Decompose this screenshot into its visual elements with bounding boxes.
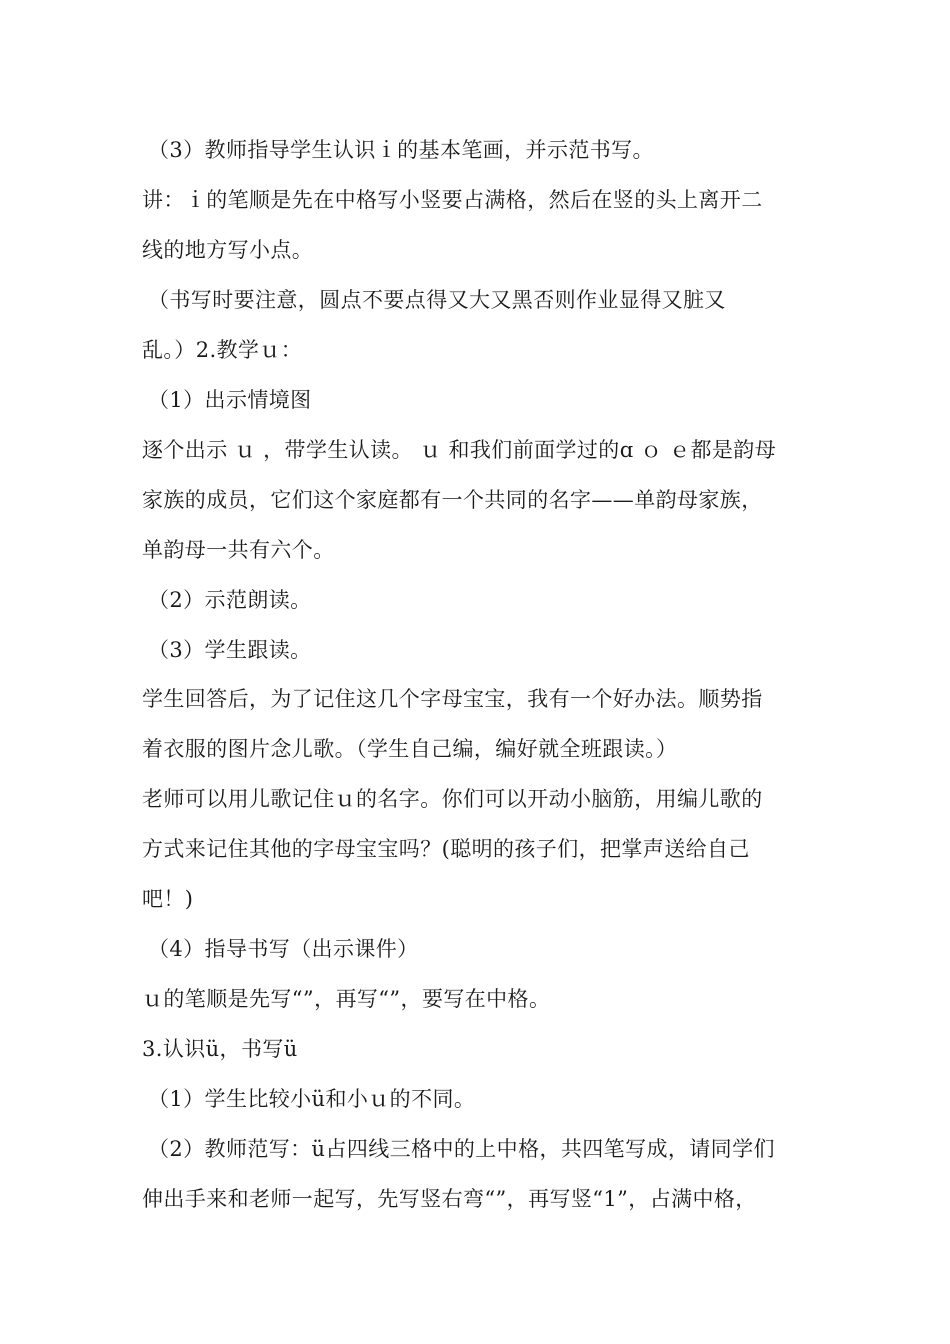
text-line: 伸出手来和老师一起写，先写竖右弯“”，再写竖“1”，占满中格， [142, 1187, 757, 1211]
text-line: （1）出示情境图 [148, 388, 312, 412]
text-line: （书写时要注意，圆点不要点得又大又黑否则作业显得又脏又 [148, 288, 726, 312]
text-line: 学生回答后，为了记住这几个字母宝宝，我有一个好办法。顺势指 [142, 687, 763, 711]
text-line: ｕ的笔顺是先写“”，再写“”，要写在中格。 [142, 987, 551, 1011]
text-line: （2）教师范写：ü占四线三格中的上中格，共四笔写成，请同学们 [148, 1137, 775, 1161]
section-heading: 3.认识ü，书写ü [142, 1037, 298, 1061]
text-line: （4）指导书写（出示课件） [148, 937, 419, 961]
text-line: 单韵母一共有六个。 [142, 538, 335, 562]
text-line: 乱。）2.教学ｕ： [142, 338, 303, 362]
text-line: 逐个出示 ｕ ，带学生认读。 ｕ 和我们前面学过的ɑ ｏ ｅ都是韵母 [142, 438, 777, 462]
text-line: （2）示范朗读。 [148, 588, 312, 612]
text-line: （3）教师指导学生认识ｉ的基本笔画，并示范书写。 [148, 138, 654, 162]
text-line: 线的地方写小点。 [142, 238, 314, 262]
text-line: （1）学生比较小ü和小ｕ的不同。 [148, 1087, 476, 1111]
text-line: 老师可以用儿歌记住ｕ的名字。你们可以开动小脑筋，用编儿歌的 [142, 787, 763, 811]
text-line: 方式来记住其他的字母宝宝吗？(聪明的孩子们，把掌声送给自己 [142, 837, 750, 861]
text-line: （3）学生跟读。 [148, 638, 312, 662]
text-line: 吧！) [142, 887, 194, 911]
text-line: 着衣服的图片念儿歌。（学生自己编，编好就全班跟读。） [142, 737, 678, 761]
text-line: 家族的成员，它们这个家庭都有一个共同的名字——单韵母家族， [142, 488, 763, 512]
text-line: 讲：ｉ的笔顺是先在中格写小竖要占满格，然后在竖的头上离开二 [142, 188, 763, 212]
